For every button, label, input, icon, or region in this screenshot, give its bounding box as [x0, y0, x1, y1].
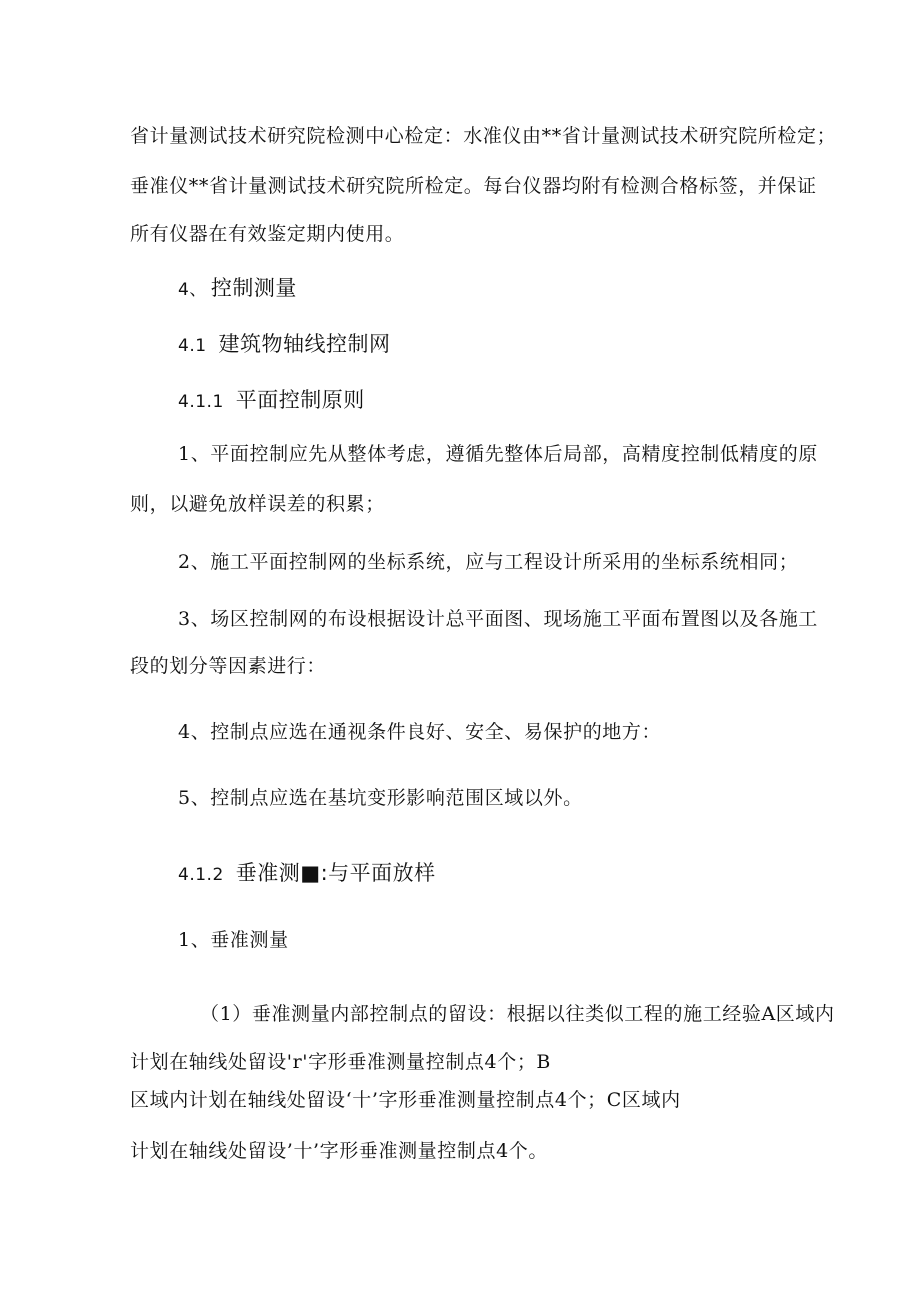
section-number: 4.1.2 — [178, 865, 224, 885]
paragraph-line: 垂准仪**省计量测试技术研究院所检定。每台仪器均附有检测合格标签，并保证 — [130, 175, 817, 197]
section-title: 平面控制原则 — [235, 388, 365, 412]
principle-item: 5、控制点应选在基坑变形影响范围区域以外。 — [178, 787, 583, 809]
section-heading-4-1 — [178, 331, 391, 359]
section-title: 建筑物轴线控制网 — [218, 332, 391, 356]
section-number: 4、 — [178, 280, 207, 300]
section-title: 控制测量 — [210, 276, 297, 300]
item-line: 计划在轴线处留设'r'字形垂准测量控制点4个；B — [130, 1051, 551, 1073]
section-heading-4-1-1 — [178, 387, 365, 415]
section-title: 垂准测■:与平面放样 — [235, 861, 436, 885]
principle-item: 2、施工平面控制网的坐标系统，应与工程设计所采用的坐标系统相同； — [178, 551, 799, 573]
paragraph-line: 所有仪器在有效鉴定期内使用。 — [130, 223, 405, 245]
section-heading-4 — [178, 275, 297, 303]
item-line: 区域内计划在轴线处留设‘十’字形垂准测量控制点4个；C区域内 — [130, 1089, 681, 1111]
principle-item: 4、控制点应选在通视条件良好、安全、易保护的地方： — [178, 721, 662, 743]
section-number: 4.1.1 — [178, 392, 224, 412]
item-line: （1）垂准测量内部控制点的留设：根据以往类似工程的施工经验A区域内 — [200, 1003, 835, 1025]
item-line: 计划在轴线处留设’十’字形垂准测量控制点4个。 — [130, 1140, 548, 1162]
paragraph-line: 省计量测试技术研究院检测中心检定：水准仪由**省计量测试技术研究院所检定； — [130, 125, 837, 147]
principle-item-continuation: 则，以避免放样误差的积累； — [130, 493, 385, 515]
principle-item-continuation: 段的划分等因素进行： — [130, 655, 327, 677]
principle-item: 3、场区控制网的布设根据设计总平面图、现场施工平面布置图以及各施工 — [178, 608, 818, 630]
section-number: 4.1 — [178, 336, 207, 356]
principle-item: 1、平面控制应先从整体考虑，遵循先整体后局部，高精度控制低精度的原 — [178, 443, 818, 465]
section-heading-4-1-2 — [178, 860, 436, 888]
subsection-label: 1、垂准测量 — [178, 929, 289, 951]
